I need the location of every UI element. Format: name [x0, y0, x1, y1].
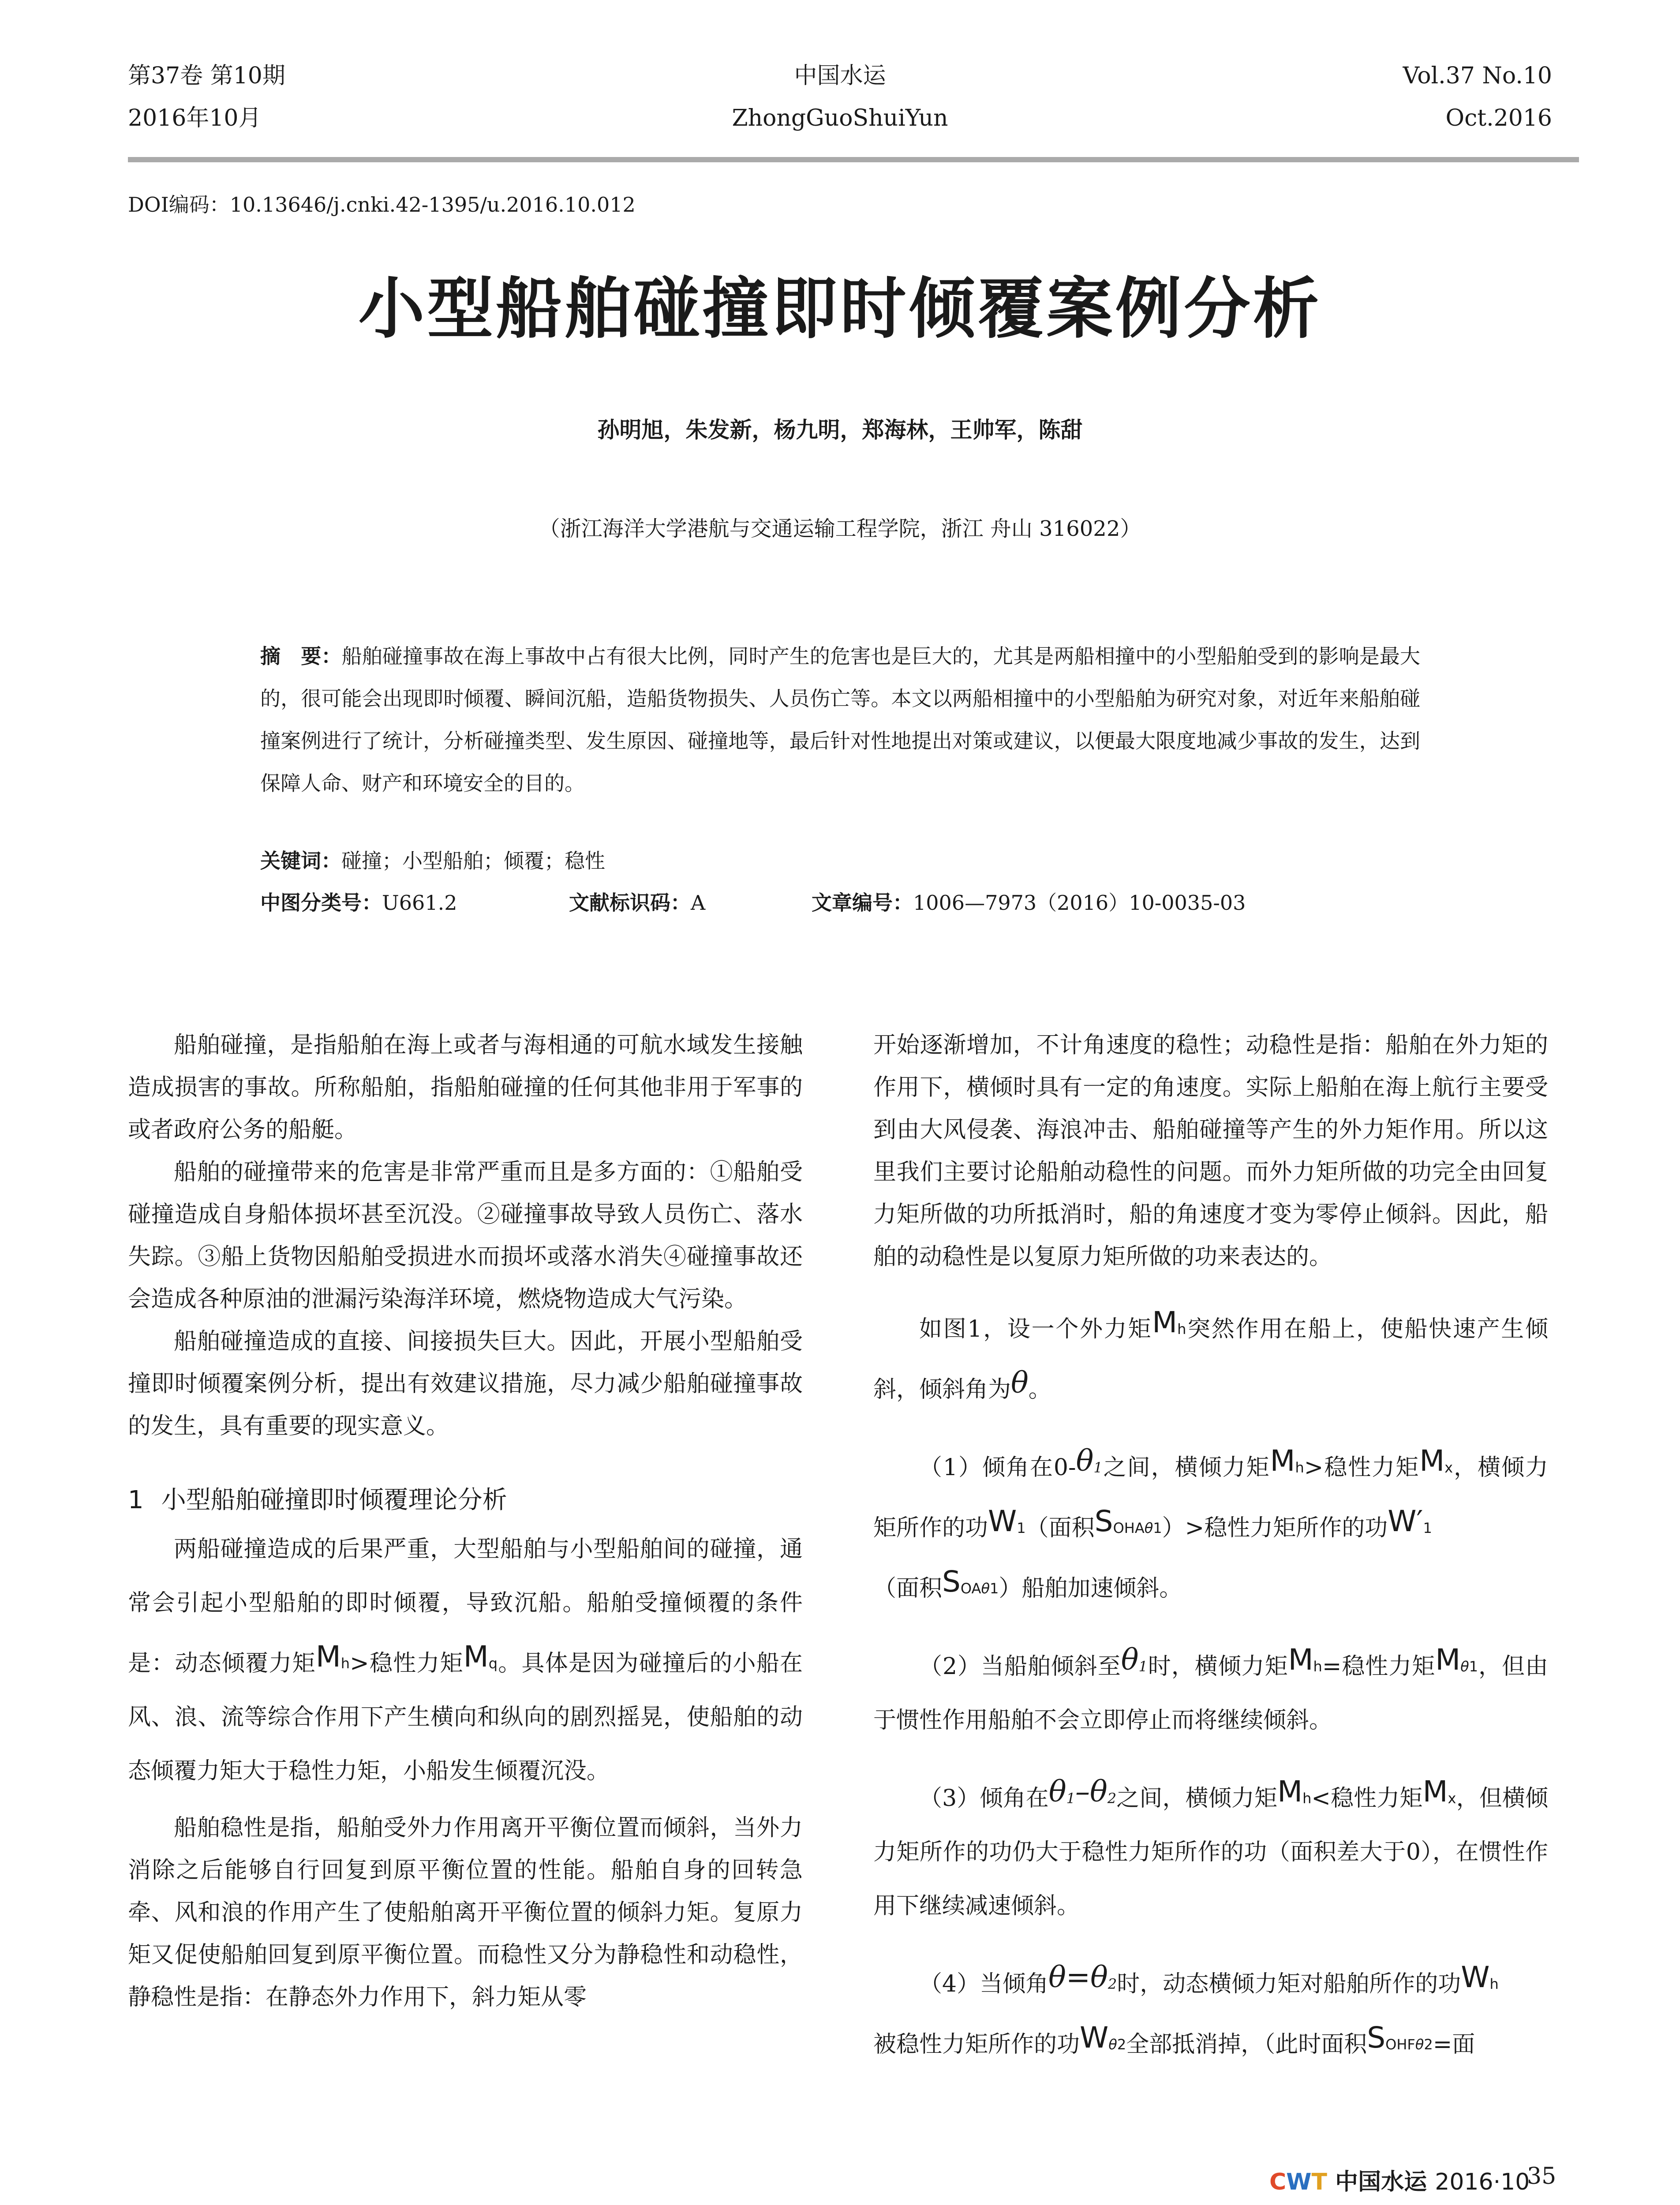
- symbol-moment: $M_x$: [1419, 1444, 1453, 1478]
- paragraph: [128, 1522, 803, 1798]
- text-run: 。: [1028, 1376, 1051, 1403]
- text-run: 如图1，设一个外力矩: [919, 1316, 1152, 1342]
- abstract-text: 船舶碰撞事故在海上事故中占有很大比例，同时产生的危害也是巨大的，尤其是两船相撞中的小型船舶受到的影响是最大的，很可能会出现即时倾覆、瞬间沉船，造船货物损失、人员伤亡等。本文以两船相撞中的小型船舶为研究对象，对近年来船舶碰撞案例进行了统计，分析碰撞类型、发生原因、碰撞地等，最后针对性地提出对策或建议，以便最大限度地减少事故的发生，达到保障人命、财产和环境安全的目的。: [260, 644, 1421, 795]
- abstract: [260, 635, 1420, 804]
- author-list: 孙明旭，朱发新，杨九明，郑海林，王帅军，陈甜: [597, 417, 1083, 443]
- symbol-work: $W_{\theta 2}$: [1080, 2021, 1126, 2055]
- symbol-moment: $M_h$: [1270, 1444, 1304, 1478]
- symbol-theta: $\theta_2$: [1089, 1775, 1117, 1809]
- list-item: （3）倾角在$\theta_1-\theta_2$之间，横倾力矩$M_h<$稳性力矩$M_x$，但横倾力矩所作的功仍大于稳性力矩所作的功（面积差大于0），在惯性作用下继续减速倾斜。: [873, 1775, 1548, 1919]
- text-run: 。具体是因为碰撞后的小船在风、浪、流等综合作用下产生横向和纵向的剧烈摇晃，使船舶的动态倾覆力矩大于稳性力矩，小船发生倾覆沉没。: [128, 1650, 803, 1784]
- text-run: 两船碰撞造成的后果严重，大型船舶与小型船舶间的碰撞，通常会引起小型船舶的即时倾覆，导致沉船。船舶受撞倾覆的条件是：动态倾覆力矩: [128, 1536, 803, 1677]
- header-date-en: Oct.2016: [1445, 105, 1552, 131]
- document-code: [569, 885, 705, 920]
- clc-value: U661.2: [382, 891, 457, 915]
- header-divider: [128, 157, 1579, 162]
- paragraph: 船舶碰撞造成的直接、间接损失巨大。因此，开展小型船舶受撞即时倾覆案例分析，提出有效建议措施，尽力减少船舶碰撞事故的发生，具有重要的现实意义。: [128, 1328, 803, 1439]
- symbol-moment: $M_h$: [315, 1640, 350, 1674]
- symbol-moment: $M_q$: [463, 1640, 498, 1674]
- symbol-moment: $M_{\theta 1}$: [1435, 1643, 1478, 1677]
- article-number-label: 文章编号：: [812, 891, 913, 915]
- symbol-theta: $\theta_2$: [1090, 1960, 1117, 1994]
- paragraph: 船舶稳性是指，船舶受外力作用离开平衡位置而倾斜，当外力消除之后能够自行回复到原平衡位置的性能。船舶自身的回转急牵、风和浪的作用产生了使船舶离开平衡位置的倾斜力矩。复原力矩又促使船舶回复到原平衡位置。而稳性又分为静稳性和动稳性，静稳性是指：在静态外力作用下，斜力矩从零: [128, 1815, 803, 2011]
- symbol-work: $W_1$: [988, 1504, 1026, 1538]
- clc-label: 中图分类号：: [260, 891, 382, 915]
- symbol-theta: θ: [1048, 1960, 1066, 1994]
- list-item: （1）倾角在$0-\theta_1$之间，横倾力矩$M_h>$稳性力矩$M_x$，横倾力矩所作的功$W_1$（面积$S_{OHA\theta 1})>$稳性力矩所作的功$W'_1$ （面积$S_{OA\theta 1}$）船舶加速倾斜。: [873, 1444, 1548, 1602]
- abstract-label: 摘 要：: [260, 644, 342, 668]
- list-item: （2）当船舶倾斜至$\theta_1$时，横倾力矩$M_h=$稳性力矩$M_{\theta 1}$，但由于惯性作用船舶不会立即停止而将继续倾斜。: [873, 1643, 1548, 1734]
- symbol-area: $S_{OHA\theta 1}$: [1094, 1504, 1162, 1538]
- paper-title: 小型船舶碰撞即时倾覆案例分析: [358, 270, 1322, 348]
- symbol-theta: $\theta_1$: [1121, 1643, 1148, 1677]
- symbol-area: $S_{OHF\theta 2}$: [1367, 2021, 1433, 2055]
- symbol-moment: $M_h$: [1152, 1305, 1186, 1339]
- header-date: 2016年10月: [128, 105, 262, 131]
- affiliation: （浙江海洋大学港航与交通运输工程学院，浙江 舟山 316022）: [539, 516, 1141, 541]
- body-column-left: [128, 1024, 803, 2018]
- header-journal-pinyin: ZhongGuoShuiYun: [732, 105, 948, 131]
- keywords-text: 碰撞；小型船舶；倾覆；稳性: [341, 849, 605, 873]
- keywords: [260, 843, 605, 878]
- article-number-value: 1006—7973（2016）10-0035-03: [913, 891, 1246, 915]
- document-code-label: 文献标识码：: [569, 891, 691, 915]
- header-volume-en: Vol.37 No.10: [1403, 63, 1552, 89]
- paragraph: [873, 1296, 1548, 1416]
- symbol-theta: θ: [1011, 1366, 1029, 1400]
- symbol-moment: $M_h$: [1288, 1643, 1322, 1677]
- section-number: 1: [128, 1486, 144, 1514]
- text-run: >稳性力矩: [350, 1650, 464, 1677]
- list-item: （4）当倾角$\theta=\theta_2$时，动态横倾力矩对船舶所作的功$W_h$ 被稳性力矩所作的功$W_{\theta 2}$全部抵消掉，（此时面积$S_{OHF\theta 2}=$面: [873, 1960, 1499, 2058]
- section-title: 小型船舶碰撞即时倾覆理论分析: [161, 1486, 507, 1514]
- article-number: [812, 885, 1246, 920]
- symbol-moment: $M_x$: [1422, 1775, 1456, 1809]
- symbol-area: $S_{OA\theta 1}$: [942, 1565, 999, 1599]
- section-heading: [128, 1478, 803, 1522]
- keywords-label: 关键词：: [260, 849, 341, 873]
- symbol-moment: $M_h$: [1277, 1775, 1312, 1809]
- paragraph: 开始逐渐增加，不计角速度的稳性；动稳性是指：船舶在外力矩的作用下，横倾时具有一定的角速度。实际上船舶在海上航行主要受到由大风侵袭、海浪冲击、船舶碰撞等产生的外力矩作用。所以这里我们主要讨论船舶动稳性的问题。而外力矩所做的功完全由回复力矩所做的功所抵消时，船的角速度才变为零停止倾斜。因此，船舶的动稳性是以复原力矩所做的功来表达的。: [873, 1032, 1548, 1270]
- page-number: 35: [1527, 2163, 1557, 2190]
- paragraph: 船舶的碰撞带来的危害是非常严重而且是多方面的：①船舶受碰撞造成自身船体损坏甚至沉没。②碰撞事故导致人员伤亡、落水失踪。③船上货物因船舶受损进水而损坏或落水消失④碰撞事故还会造成各种原油的泄漏污染海洋环境，燃烧物造成大气污染。: [128, 1159, 803, 1312]
- symbol-theta: $\theta_1$: [1048, 1775, 1075, 1809]
- text-run: 突然作用在船上，使船快速产生倾斜，倾斜角为: [873, 1316, 1548, 1403]
- symbol-work: $W'_1$: [1388, 1504, 1432, 1538]
- header-volume: 第37卷 第10期: [128, 63, 285, 89]
- footer-journal-mark: CWT 中国水运 2016·10: [1269, 2169, 1530, 2195]
- body-column-right: [873, 1024, 1548, 2071]
- symbol-theta: $\theta_1$: [1076, 1444, 1103, 1478]
- paragraph: 船舶碰撞，是指船舶在海上或者与海相通的可航水域发生接触造成损害的事故。所称船舶，指船舶碰撞的任何其他非用于军事的或者政府公务的船艇。: [128, 1032, 803, 1143]
- header-journal: 中国水运: [794, 63, 886, 89]
- symbol-work: $W_h$: [1461, 1960, 1499, 1994]
- document-code-value: A: [691, 891, 706, 915]
- clc-number: [260, 885, 457, 920]
- doi-line: DOI编码：10.13646/j.cnki.42-1395/u.2016.10.012: [128, 193, 636, 217]
